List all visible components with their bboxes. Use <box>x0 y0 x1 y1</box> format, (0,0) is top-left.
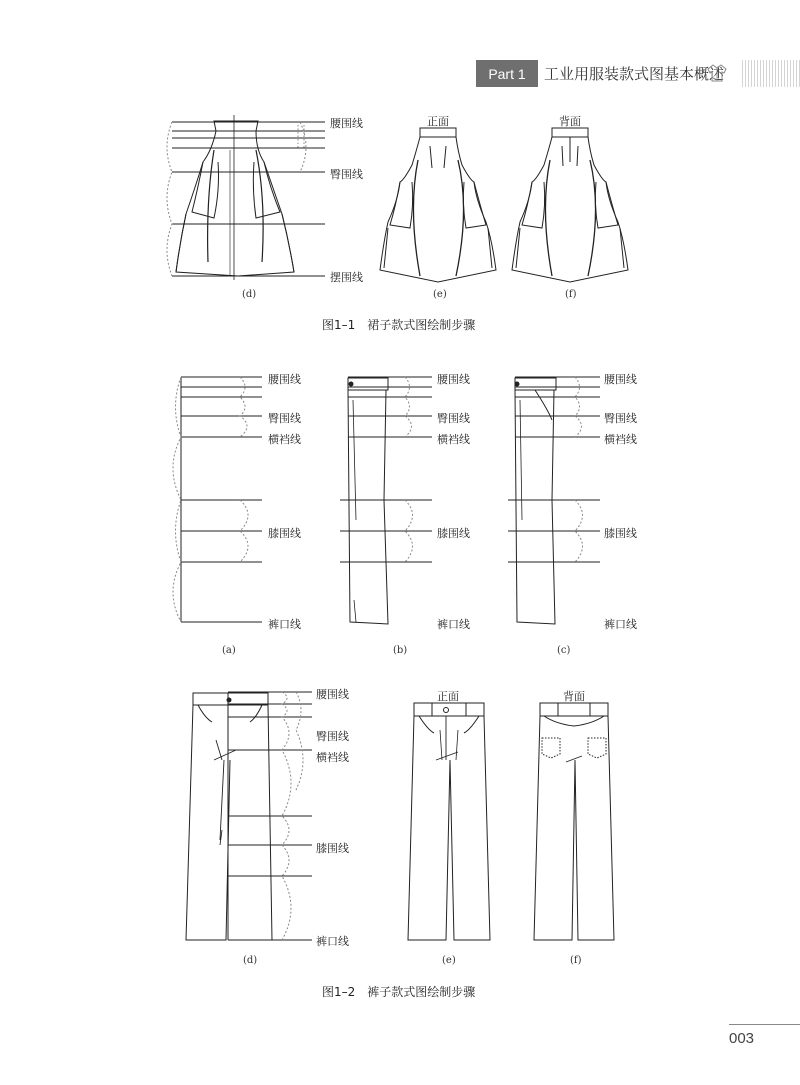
trouser-construction-b <box>340 377 432 624</box>
knee-line-label: 膝围线 <box>604 527 637 540</box>
figure-1-2-caption: 图1–2 裤子款式图绘制步骤 <box>322 985 476 999</box>
hem-line-label: 裤口线 <box>268 618 301 631</box>
waist-line-label: 腰围线 <box>604 373 637 386</box>
sublabel-f: (f) <box>570 955 582 966</box>
sublabel-b: (b) <box>393 645 408 656</box>
sublabel-e: (e) <box>442 955 456 966</box>
trouser-construction-c <box>508 377 600 624</box>
hem-line-label: 裤口线 <box>437 618 470 631</box>
figure-1-1-caption: 图1–1 裙子款式图绘制步骤 <box>322 318 476 332</box>
skirt-construction-d <box>167 115 325 280</box>
hip-line-label: 臀围线 <box>268 412 301 425</box>
waist-line-label: 腰围线 <box>330 117 363 130</box>
back-view-label: 背面 <box>559 115 581 128</box>
trouser-construction-a <box>173 377 262 622</box>
chapter-title: 工业用服装款式图基本概述 <box>538 60 740 87</box>
hip-line-label: 臀围线 <box>316 730 349 743</box>
crotch-line-label: 横裆线 <box>604 433 637 446</box>
hip-line-label: 臀围线 <box>604 412 637 425</box>
trouser-construction-d <box>186 692 312 940</box>
sublabel-a: (a) <box>222 645 236 656</box>
waist-line-label: 腰围线 <box>268 373 301 386</box>
page-number: 003 <box>729 1030 755 1047</box>
hem-line-label: 裤口线 <box>604 618 637 631</box>
crotch-line-label: 横裆线 <box>268 433 301 446</box>
skirt-front-e <box>380 128 496 282</box>
front-view-label: 正面 <box>427 115 449 128</box>
sublabel-d: (d) <box>242 289 257 300</box>
front-view-label: 正面 <box>437 690 459 703</box>
waist-line-label: 腰围线 <box>437 373 470 386</box>
crotch-line-label: 横裆线 <box>316 751 349 764</box>
hip-line-label: 臀围线 <box>437 412 470 425</box>
crotch-line-label: 横裆线 <box>437 433 470 446</box>
sublabel-c: (c) <box>557 645 571 656</box>
hip-line-label: 臀围线 <box>330 168 363 181</box>
hem-line-label: 裤口线 <box>316 935 349 948</box>
hem-line-label: 摆围线 <box>330 271 363 284</box>
knee-line-label: 膝围线 <box>437 527 470 540</box>
sublabel-e: (e) <box>433 289 447 300</box>
knee-line-label: 膝围线 <box>316 842 349 855</box>
skirt-back-f <box>512 128 628 282</box>
part-label: Part 1 <box>476 60 538 87</box>
back-view-label: 背面 <box>563 690 585 703</box>
sublabel-f: (f) <box>565 289 577 300</box>
trouser-front-e <box>408 703 490 940</box>
sublabel-d: (d) <box>243 955 258 966</box>
page-number-rule <box>729 1024 800 1025</box>
trouser-back-f <box>534 703 614 940</box>
knee-line-label: 膝围线 <box>268 527 301 540</box>
waist-line-label: 腰围线 <box>316 688 349 701</box>
